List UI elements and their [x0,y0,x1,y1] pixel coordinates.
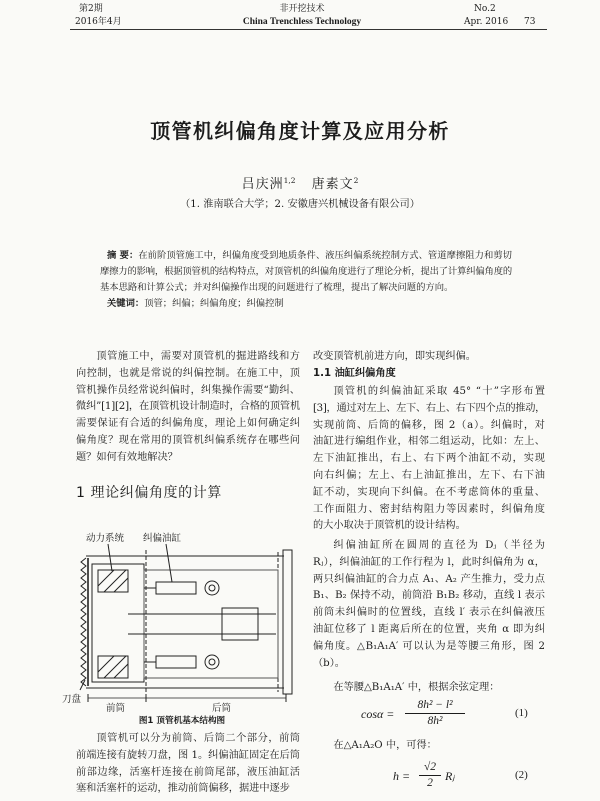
left-paragraph-2 [76,731,300,798]
shaft-housing [222,608,258,640]
formula-2-intro-block [313,738,545,755]
text-line: 缸不动，实现向下纠偏。在不考虑筒体的重量、 [313,486,545,498]
text-line: 改变顶管机前进方向，即实现纠偏。 [313,351,476,362]
author-name: 吕庆洲 [241,177,284,192]
text-line: 实现前筒、后筒的偏移，图 2（a）。纠偏时，对 [313,419,545,431]
text-line: 向控制，也就是常说的纠偏控制。在施工中，顶 [76,367,300,379]
keywords-text: 顶管；纠偏；纠偏角度；纠偏控制 [144,298,284,309]
label-cutter-head: 刀盘 [62,694,82,705]
label-rear-shell: 后筒 [212,703,232,714]
cylinder-bottom [156,656,196,668]
motor-hatch [104,656,126,678]
right-continuation [313,349,545,366]
abstract-label: 摘 要： [107,250,139,261]
cylinder-joint-bottom-inner [209,659,215,665]
text-line: 纠偏油缸所在圆周的直径为 Dⱼ（半径为 [333,540,545,551]
formula-1-fraction [405,698,465,729]
text-line: 工作面阻力、密封结构阻力等因素时，纠偏角度 [313,503,545,515]
formula-2-fraction [419,760,441,791]
abstract [100,248,512,312]
keywords [100,296,512,312]
formula-1-intro: 在等腰△B₁A₁A′ 中，根据余弦定理： [333,682,500,693]
motor-hatch [98,570,114,586]
formula-2-intro: 在△A₁A₂O 中，可得： [333,740,437,751]
header-date-en: Apr. 2016 [464,17,509,27]
figure-1-caption: 图1 顶管机基本结构图 [138,716,226,726]
author-affiliation-mark: 1,2 [283,176,296,185]
text-line: 前端连接有旋转刀盘，图 1。纠偏油缸固定在后筒 [76,749,300,761]
figure-1-diagram [62,510,302,714]
text-line: 偏角度。△B₁A₁A′ 可以认为是等腰三角形，图 2 [313,640,545,652]
label-front-shell: 前筒 [106,703,126,714]
formula-2-rhs: Rⱼ [445,769,455,783]
motor-hatch [104,570,126,592]
formula-2-numerator: √2 [419,760,441,776]
author-list [0,172,600,194]
text-line: 向右纠偏；左上、右上油缸推出，左下、右下油 [313,469,545,481]
text-line: 顶管机可以分为前筒、后筒二个部分，前筒 [96,733,300,744]
cutter-head-teeth [81,558,86,686]
header-issue-cn: 第2期 [79,4,103,14]
right-paragraph-1 [313,384,545,535]
author-name: 唐素文 [311,177,354,192]
left-paragraph-1 [76,349,300,467]
text-line: 前部边缘，活塞杆连接在前筒尾部，液压油缸活 [76,766,300,778]
abstract-line [100,248,512,264]
formula-1-numerator: 8h² − l² [405,698,465,714]
text-line: 左下油缸推出，右上、右下两个油缸不动，实现 [313,453,545,465]
formula-1-lhs: cosα = [361,707,395,721]
header-issue-en: No.2 [474,4,496,14]
formula-1 [313,698,545,732]
text-line: 塞和活塞杆的运动，推动前筒偏移，据进中逐步 [76,783,290,795]
formula-2-number: (2) [515,769,528,781]
text-line: [3]，通过对左上、左下、右上、右下四个点的推动， [313,402,545,414]
text-line: 油缸位移了 l 距离后所在的位置，夹角 α 即为纠 [313,623,545,635]
formula-1-intro-block [313,680,545,697]
right-paragraph-2 [313,538,545,672]
header-rule [70,29,547,30]
abstract-line: 基本思路和计算公式；并对纠偏操作出现的问题进行了梳理，提出了解决问题的方向。 [100,282,454,293]
cylinder-joint-top [205,581,219,595]
page-number: 73 [524,17,536,27]
motor-hatch [98,656,114,672]
subsection-heading: 1.1 油缸纠偏角度 [313,368,396,379]
article-title: 顶管机纠偏角度计算及应用分析 [150,119,450,143]
label-correction-cylinder: 纠偏油缸 [143,533,182,544]
leader-line-power [108,544,112,571]
text-line: B₁、B₂ 保持不动，前筒沿 B₁B₂ 移动，直线 l 表示 [313,590,545,602]
formula-1-denominator: 8h² [427,715,443,727]
abstract-line: 摩擦力的影响，根据顶管机的结构特点，对顶管机的纠偏角度进行了理论分析，提出了计算纠偏角度的 [100,266,512,277]
keywords-label: 关键词： [107,298,145,309]
formula-1-number: (1) [515,707,528,719]
text-line: 顶管机的纠偏油缸采取 45° “十”字形布置 [333,386,545,397]
text-line: 前筒未纠偏时的位置线，直线 l′ 表示在纠偏液压 [313,607,545,619]
formula-2 [313,758,545,796]
text-line: 油缸进行编组作业，相邻二组运动，比如：左上、 [313,436,545,448]
section-heading: 1 理论纠偏角度的计算 [76,485,222,501]
header-journal-cn: 非开挖技术 [279,4,325,14]
label-power-system: 动力系统 [86,533,125,544]
text-line: 题？如何有效地解决？ [76,451,178,463]
text-line: 偏角度？现在常用的顶管机纠偏系统存在哪些问 [76,434,300,446]
rear-end-frame [283,550,292,694]
leader-line-cylinder [166,544,172,582]
header-journal-en: China Trenchless Technology [242,17,362,27]
author-affiliation-mark: 2 [353,176,359,185]
affiliation: （1. 淮南联合大学；2. 安徽唐兴机械设备有限公司） [180,199,420,210]
text-line: 顶管施工中，需要对顶管机的掘进路线和方 [96,351,300,362]
text-line: 需要保证有合适的纠偏角度，理论上如何确定纠 [76,418,300,430]
text-line: 微纠”[1][2]，在顶管机设计制造时，合格的顶管机 [76,401,300,413]
text-line: （b）。 [313,657,345,669]
formula-2-denominator: 2 [427,777,433,789]
abstract-text: 在前阶顶管施工中，纠偏角度受到地质条件、液压纠偏系统控制方式、管道摩擦阻力和剪切 [138,250,512,261]
text-line: 管机操作员经常说纠偏时，纠集操作需要“勤纠、 [76,384,300,396]
cylinder-joint-bottom [205,655,219,669]
text-line: Rⱼ），纠偏油缸的工作行程为 l，此时纠偏角为 α， [313,556,545,568]
header-date-cn: 2016年4月 [75,17,122,27]
text-line: 的大小取决于顶管机的设计结构。 [313,520,466,532]
text-line: 两只纠偏油缸的合力点 A₁、A₂ 产生推力，受力点 [313,573,545,585]
cylinder-joint-top-inner [209,585,215,591]
cylinder-top [156,582,196,594]
formula-2-lhs: h = [393,769,411,783]
